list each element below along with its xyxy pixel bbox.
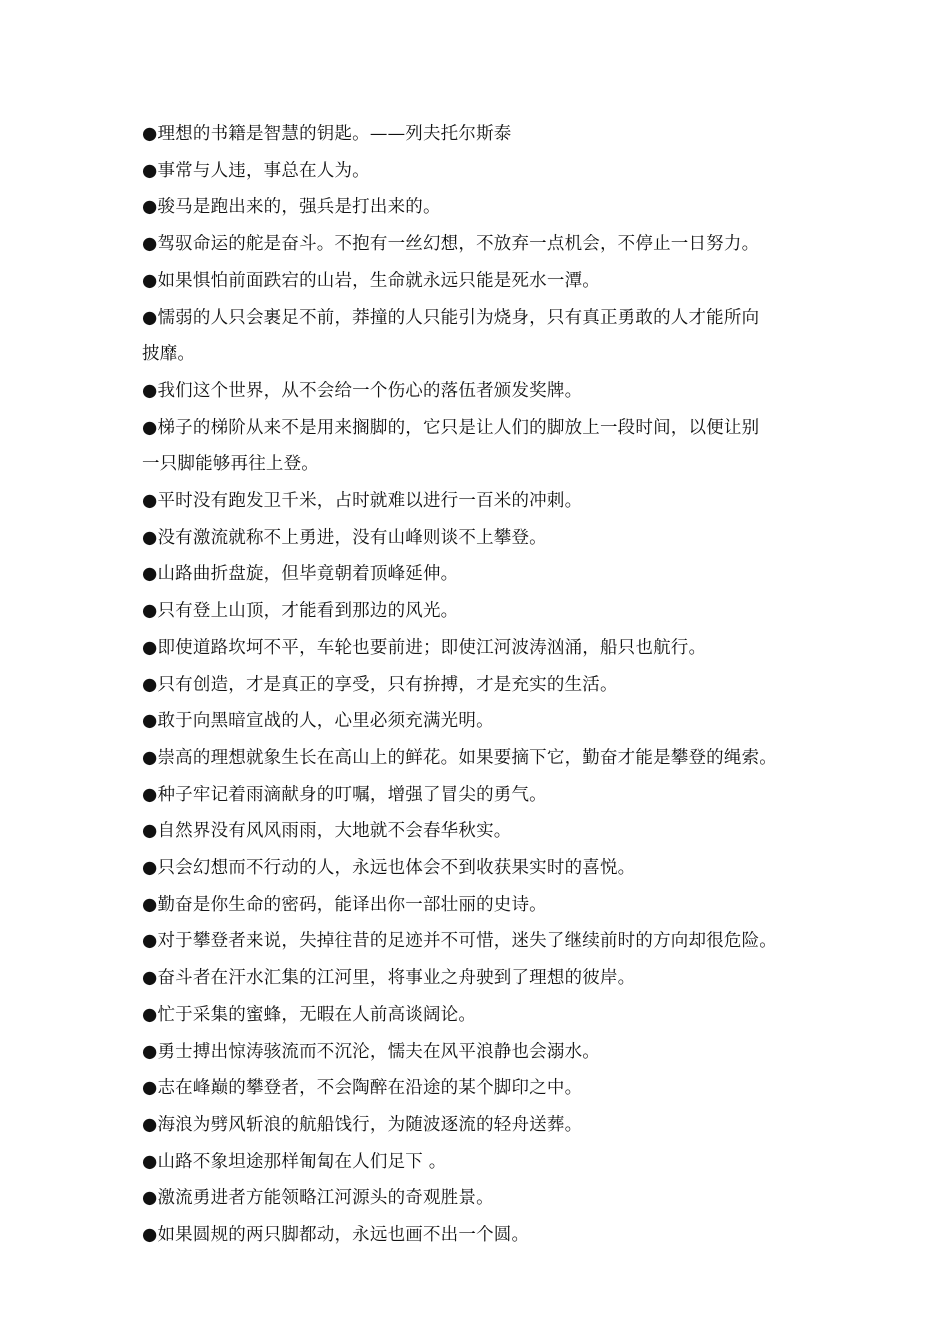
quote-line: ●即使道路坎坷不平，车轮也要前进；即使江河波涛汹涌，船只也航行。 <box>142 637 707 658</box>
quote-line: ●对于攀登者来说，失掉往昔的足迹并不可惜，迷失了继续前时的方向却很危险。 <box>142 931 777 952</box>
quote-line: ●骏马是跑出来的，强兵是打出来的。 <box>142 197 441 218</box>
quote-line: ●自然界没有风风雨雨，大地就不会春华秋实。 <box>142 821 512 842</box>
quote-line: ●勇士搏出惊涛骇流而不沉沦，懦夫在风平浪静也会溺水。 <box>142 1041 600 1062</box>
quote-list <box>142 116 812 1254</box>
quote-line-continuation: 披靡。 <box>142 344 196 365</box>
quote-line: ●如果圆规的两只脚都动，永远也画不出一个圆。 <box>142 1225 530 1246</box>
quote-line: ●山路不象坦途那样匍匐在人们足下 。 <box>142 1151 447 1172</box>
quote-line: ●忙于采集的蜜蜂，无暇在人前高谈阔论。 <box>142 1004 477 1025</box>
quote-line: ●奋斗者在汗水汇集的江河里，将事业之舟驶到了理想的彼岸。 <box>142 968 636 989</box>
quote-line-continuation: 一只脚能够再往上登。 <box>142 454 319 475</box>
quote-line: ●理想的书籍是智慧的钥匙。——列夫托尔斯泰 <box>142 124 512 144</box>
quote-line: ●只有登上山顶，才能看到那边的风光。 <box>142 601 459 622</box>
quote-line: ●只会幻想而不行动的人，永远也体会不到收获果实时的喜悦。 <box>142 858 636 879</box>
quote-line: ●如果惧怕前面跌宕的山岩，生命就永远只能是死水一潭。 <box>142 270 600 291</box>
quote-line: ●山路曲折盘旋，但毕竟朝着顶峰延伸。 <box>142 564 459 585</box>
quote-line: ●没有激流就称不上勇进，没有山峰则谈不上攀登。 <box>142 527 547 548</box>
quote-line: ●懦弱的人只会裹足不前，莽撞的人只能引为烧身，只有真正勇敢的人才能所向 <box>142 307 760 328</box>
quote-line: ●种子牢记着雨滴献身的叮嘱，增强了冒尖的勇气。 <box>142 784 547 805</box>
quote-line: ●志在峰巅的攀登者，不会陶醉在沿途的某个脚印之中。 <box>142 1078 583 1099</box>
quote-line: ●敢于向黑暗宣战的人，心里必须充满光明。 <box>142 711 494 732</box>
quote-line: ●梯子的梯阶从来不是用来搁脚的，它只是让人们的脚放上一段时间，以便让别 <box>142 417 760 438</box>
quote-line: ●驾驭命运的舵是奋斗。不抱有一丝幻想，不放弃一点机会，不停止一日努力。 <box>142 234 760 255</box>
quote-line: ●勤奋是你生命的密码，能译出你一部壮丽的史诗。 <box>142 894 547 915</box>
quote-line: ●事常与人违，事总在人为。 <box>142 160 370 181</box>
quote-line: ●只有创造，才是真正的享受，只有拚搏，才是充实的生活。 <box>142 674 618 695</box>
quote-line: ●海浪为劈风斩浪的航船饯行，为随波逐流的轻舟送葬。 <box>142 1114 583 1135</box>
quote-line: ●平时没有跑发卫千米，占时就难以进行一百米的冲刺。 <box>142 491 583 512</box>
quote-line: ●激流勇进者方能领略江河源头的奇观胜景。 <box>142 1188 494 1209</box>
quote-line: ●崇高的理想就象生长在高山上的鲜花。如果要摘下它，勤奋才能是攀登的绳索。 <box>142 747 777 768</box>
quote-line: ●我们这个世界，从不会给一个伤心的落伍者颁发奖牌。 <box>142 380 583 401</box>
